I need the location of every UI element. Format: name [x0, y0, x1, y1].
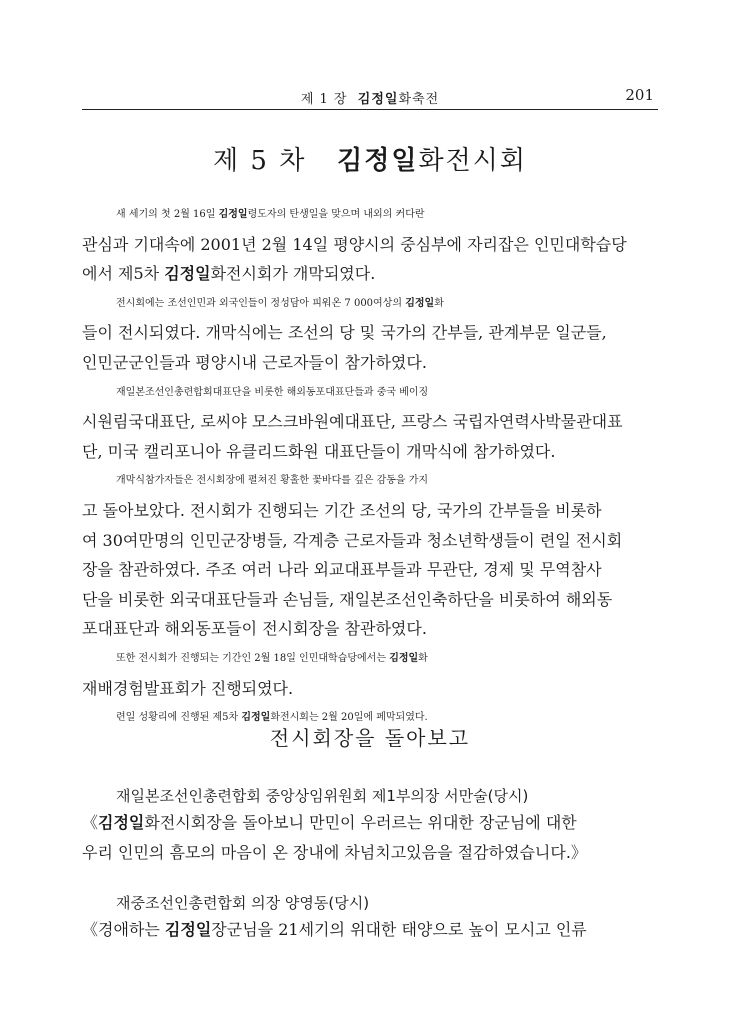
- page-number: 201: [625, 86, 654, 104]
- paragraph-5: 또한 전시회가 진행되는 기간인 2월 18일 인민대학습당에서는 김정일화 재배경험발표회가 진행되였다.: [82, 652, 428, 698]
- testimonial-speaker: 재일본조선인총련합회 중앙상임위원회 제1부의장 서만술(당시): [116, 787, 529, 805]
- page-title: 제 5 차 김정일화전시회: [213, 146, 527, 176]
- section-title: 전시회장을 돌아보고: [269, 726, 471, 750]
- testimonial-quote: 《김정일화전시회장을 돌아보니 만민이 우러르는 위대한 장군님에 대한 우리 인민의 흠모의 마음이 온 장내에 차넘치고있음을 절감하였습니다.》: [82, 813, 587, 862]
- running-header: [82, 86, 658, 108]
- testimonial-speaker: 재중조선인총련합회 의장 양영동(당시): [116, 894, 370, 912]
- testimonial-quote: 《경애하는 김정일장군님을 21세기의 위대한 태양으로 높이 모시고 인류: [82, 920, 587, 939]
- paragraph-2: 전시회에는 조선인민과 외국인들이 정성담아 피워온 7 000여상의 김정일화 들이 전시되였다. 개막식에는 조선의 당 및 국가의 간부들, 관계부문 일군들, 인민군군인들과 평양시내 근로자들이 참가하였다.: [82, 297, 607, 372]
- paragraph-3: 재일본조선인총련합회대표단을 비롯한 해외동포대표단들과 중국 베이징 시원림국대표단, 로씨야 모스크바원예대표단, 프랑스 국립자연력사박물관대표 단, 미국 캘리포니아 유클리드화원 대표단들이 개막식에 참가하였다.: [82, 386, 623, 461]
- paragraph-6: 련일 성황리에 진행된 제5차 김정일화전시회는 2월 20일에 페막되였다.: [116, 712, 428, 724]
- header-rule: [82, 109, 658, 110]
- chapter-title: 제 1 장 김정일화축전: [300, 92, 440, 107]
- article-body: [82, 200, 662, 733]
- paragraph-1: 새 세기의 첫 2월 16일 김정일령도자의 탄생일을 맞으며 내외의 커다란 관심과 기대속에 2001년 2월 14일 평양시의 중심부에 자리잡은 인민대학습당 에서 제5차 김정일화전시회가 개막되였다.: [82, 209, 627, 284]
- paragraph-4: 개막식참가자들은 전시회장에 펼쳐진 황홀한 꽃바다를 깊은 감동을 가지 고 돌아보았다. 전시회가 진행되는 기간 조선의 당, 국가의 간부들을 비롯하 여 30여만명의 인민군장병들, 각계층 근로자들과 청소년학생들이 련일 전시회 장을 참관하였다. 주조 여러 나라 외교대표부들과 무관단, 경제 및 무역참사 단을 비롯한 외국대표단들과 손님들, 재일본조선인축하단을 비롯하여 해외동 포대표단과 해외동포들이 전시회장을 참관하였다.: [82, 475, 623, 639]
